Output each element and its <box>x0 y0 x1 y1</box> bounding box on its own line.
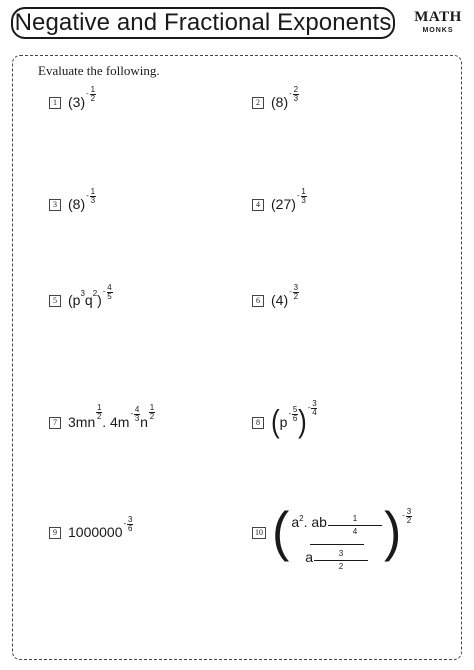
fraction-bar <box>328 525 382 526</box>
exponent <box>130 404 140 424</box>
expression <box>271 282 299 310</box>
exp-sign: - <box>288 409 292 418</box>
exp-denominator: 3 <box>134 413 140 423</box>
exponent <box>308 398 318 418</box>
expression <box>271 84 299 112</box>
exponent <box>124 514 134 534</box>
exp-numerator: 5 <box>292 404 298 414</box>
term: n <box>140 414 148 430</box>
question-number: 4 <box>252 199 264 211</box>
exp-fraction <box>107 284 113 301</box>
exp-denominator: 3 <box>301 195 306 205</box>
open-paren: ( <box>271 403 280 439</box>
exp-denominator: 5 <box>107 291 112 301</box>
exp-denominator: 2 <box>97 412 102 421</box>
exp-denominator: 6 <box>127 523 133 533</box>
base: (27) <box>271 196 296 212</box>
exponent <box>402 506 412 526</box>
exp-numerator: 1 <box>90 186 96 196</box>
exponent <box>328 515 382 536</box>
exp-denominator: 2 <box>90 93 96 103</box>
exponent <box>86 84 96 104</box>
exp-numerator: 2 <box>293 84 299 94</box>
exponent <box>288 404 298 424</box>
exp-sign: - <box>86 89 89 98</box>
question-number: 5 <box>49 295 61 307</box>
expression <box>271 398 317 439</box>
base-part: ) <box>97 292 102 308</box>
question-number: 7 <box>49 417 61 429</box>
fraction-bar <box>310 544 364 545</box>
question-number: 1 <box>49 97 61 109</box>
base: (8) <box>68 196 86 212</box>
exponent <box>289 282 299 302</box>
base: p <box>279 414 288 430</box>
worksheet-title <box>11 7 395 39</box>
exp-fraction <box>293 86 299 103</box>
exp-fraction <box>311 400 317 417</box>
exp-fraction <box>328 515 382 536</box>
title-text: Negative and Fractional Exponents <box>14 9 392 36</box>
expression <box>272 501 412 577</box>
exponent <box>86 186 96 206</box>
fraction <box>291 512 382 577</box>
power: 2 <box>299 514 304 523</box>
exp-fraction <box>90 86 96 103</box>
open-paren: ( <box>272 501 290 563</box>
exp-numerator: 3 <box>338 549 344 558</box>
math-monks-logo <box>412 10 464 42</box>
base: (4) <box>271 292 289 308</box>
exp-sign: - <box>123 519 127 528</box>
exp-numerator: 4 <box>107 282 112 292</box>
question-number: 2 <box>252 97 264 109</box>
exp-fraction <box>127 516 133 533</box>
exp-numerator: 1 <box>97 403 102 412</box>
close-paren: ) <box>383 501 402 563</box>
exponent <box>149 404 155 421</box>
exp-denominator: 6 <box>292 413 298 423</box>
base-part: (p <box>68 292 81 308</box>
instruction-text: Evaluate the following. <box>38 63 160 78</box>
expression <box>68 403 155 432</box>
logo-main-text: MATH <box>414 9 462 25</box>
fraction-bar <box>314 560 368 561</box>
exp-fraction <box>149 404 155 421</box>
term: a <box>291 514 300 530</box>
exp-sign: - <box>86 191 89 200</box>
numerator <box>291 512 382 542</box>
exp-sign: - <box>289 89 292 98</box>
exponent <box>103 282 113 302</box>
exponent <box>289 84 299 104</box>
exp-denominator: 3 <box>293 93 299 103</box>
question-number: 6 <box>252 295 264 307</box>
question-number: 8 <box>252 417 264 429</box>
exp-fraction <box>406 508 412 525</box>
exp-fraction <box>293 284 299 301</box>
term: a <box>305 549 314 565</box>
term: . ab <box>303 514 327 530</box>
question-number: 10 <box>252 527 266 539</box>
question-number: 3 <box>49 199 61 211</box>
term: 3mn <box>68 414 96 430</box>
exp-fraction <box>90 188 96 205</box>
expression <box>68 514 133 542</box>
exp-numerator: 1 <box>90 84 96 94</box>
exp-denominator: 2 <box>293 291 299 301</box>
exp-numerator: 3 <box>293 282 299 292</box>
exp-fraction <box>134 406 140 423</box>
exponent <box>297 186 307 206</box>
exp-numerator: 1 <box>301 186 306 196</box>
exp-fraction <box>314 550 368 571</box>
exp-numerator: 3 <box>406 506 412 516</box>
exp-sign: - <box>296 191 300 200</box>
exp-sign: - <box>307 403 311 412</box>
exp-denominator: 3 <box>90 195 96 205</box>
term: . 4m <box>102 414 130 430</box>
exp-fraction <box>96 404 102 421</box>
base-part: q <box>84 292 93 308</box>
question-number: 9 <box>49 527 61 539</box>
close-paren: ) <box>298 403 307 439</box>
exponent <box>314 550 368 571</box>
expression <box>68 186 96 214</box>
exp-sign: - <box>402 511 405 520</box>
exp-numerator: 3 <box>127 514 133 524</box>
exp-sign: - <box>102 287 106 296</box>
base: (8) <box>271 94 289 110</box>
base: 1000000 <box>68 524 123 540</box>
base: (3) <box>68 94 86 110</box>
exp-numerator: 3 <box>312 398 317 408</box>
expression <box>271 186 307 214</box>
exp-denominator: 2 <box>338 562 344 571</box>
power: 3 <box>80 289 85 298</box>
exp-denominator: 2 <box>149 412 155 421</box>
logo-sub-text: MONKS <box>422 27 454 34</box>
expression <box>68 282 113 310</box>
exp-denominator: 4 <box>312 407 317 417</box>
exp-numerator: 1 <box>149 403 155 412</box>
exp-denominator: 4 <box>352 527 358 536</box>
exp-numerator: 4 <box>134 404 140 414</box>
exp-denominator: 2 <box>406 515 412 525</box>
exp-fraction <box>301 188 307 205</box>
power: 2 <box>92 289 98 298</box>
exp-numerator: 1 <box>352 514 358 523</box>
exp-sign: - <box>289 287 292 296</box>
exp-sign: - <box>130 409 134 418</box>
expression <box>68 84 96 112</box>
exponent <box>96 404 102 421</box>
denominator <box>305 547 368 577</box>
